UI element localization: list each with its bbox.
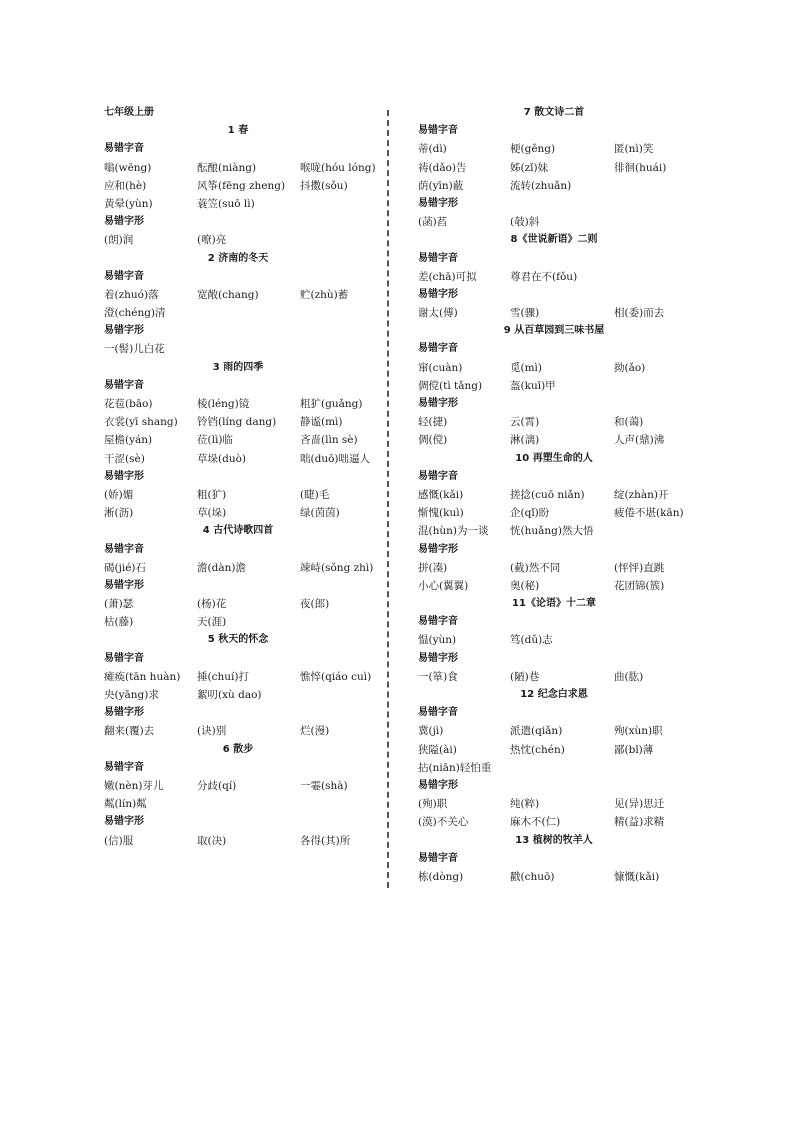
vocab-row [104, 413, 372, 431]
section-heading-text: 易错字形 [418, 398, 458, 409]
vocab-row [104, 722, 372, 740]
section-heading-text: 易错字形 [104, 816, 144, 828]
vocab-entry: 见(异)思迁 [614, 798, 665, 811]
section-heading [418, 250, 690, 268]
vocab-entry: 静谧(mì) [300, 416, 343, 429]
section-heading-text: 易错字形 [418, 652, 458, 664]
vocab-entry: 黄晕(yùn) [104, 197, 153, 210]
lesson-title-text: 6 散步 [222, 743, 254, 755]
vocab-entry: 惭愧(kuì) [418, 507, 464, 520]
lesson-title [418, 450, 690, 468]
vocab-entry: 抖擞(sǒu) [300, 179, 348, 192]
column-divider [387, 110, 389, 888]
vocab-row [104, 832, 372, 850]
vocab-entry: (截)然不同 [510, 561, 561, 574]
lesson-title [104, 250, 372, 268]
section-heading-text: 易错字音 [104, 761, 144, 773]
vocab-entry: 各得(其)所 [300, 834, 351, 847]
vocab-row [418, 813, 690, 831]
vocab-entry: 粼(lín)粼 [104, 798, 147, 811]
vocab-entry: 喉咙(hóu lóng) [300, 161, 376, 174]
lesson-title [418, 322, 690, 340]
vocab-entry: 狭隘(ài) [418, 743, 457, 756]
section-heading [104, 268, 372, 286]
vocab-entry: 嗡(wēng) [104, 161, 152, 174]
vocab-entry: 尊君在不(fǒu) [510, 270, 578, 283]
vocab-entry: 绽(zhàn)开 [614, 488, 669, 501]
vocab-row [104, 340, 372, 358]
vocab-row [104, 595, 372, 613]
vocab-entry: 着(zhuó)落 [104, 288, 159, 301]
section-heading-text: 易错字形 [418, 543, 458, 555]
vocab-entry: 干涩(sè) [104, 452, 145, 465]
vocab-row [104, 777, 372, 795]
vocab-row [104, 177, 372, 195]
vocab-row [418, 304, 690, 322]
vocab-entry: 翻来(覆)去 [104, 725, 155, 738]
vocab-row [104, 286, 372, 304]
lesson-title-text: 4 古代诗歌四首 [202, 525, 274, 537]
vocab-entry: 分歧(qí) [197, 779, 237, 792]
section-heading [418, 850, 690, 868]
vocab-entry: 絮叨(xù dao) [197, 689, 262, 701]
section-heading-text: 易错字形 [418, 197, 458, 209]
vocab-entry: 觅(mì) [510, 361, 543, 374]
vocab-entry: 花团锦(簇) [614, 579, 665, 592]
vocab-entry: 酝酿(niàng) [197, 161, 257, 174]
vocab-entry: (萧)瑟 [104, 598, 134, 611]
vocab-entry: 栋(dòng) [418, 870, 464, 883]
lesson-title-text: 11《论语》十二章 [512, 598, 596, 610]
vocab-row [418, 140, 690, 158]
vocab-entry: 企(qǐ)盼 [510, 507, 550, 520]
vocab-row [104, 195, 372, 213]
vocab-entry: 枯(藤) [104, 616, 134, 629]
vocab-entry: (娇)媚 [104, 488, 134, 501]
vocab-entry: 戳(chuō) [510, 870, 555, 883]
vocab-row [104, 686, 372, 704]
lesson-title [104, 122, 372, 140]
section-heading-text: 易错字形 [104, 325, 144, 337]
vocab-entry: 棱(léng)镜 [197, 398, 250, 410]
section-heading [418, 340, 690, 358]
vocab-row [104, 504, 372, 522]
vocab-entry: 奥(秘) [510, 579, 540, 592]
section-heading-text: 易错字形 [104, 470, 144, 482]
section-heading [418, 777, 690, 795]
vocab-row [418, 795, 690, 813]
vocab-row [418, 413, 690, 431]
right-column [418, 104, 690, 886]
lesson-title-text: 10 再塑生命的人 [515, 452, 593, 464]
vocab-entry: 流转(zhuǎn) [510, 179, 572, 192]
vocab-entry: 徘徊(huái) [614, 161, 667, 174]
vocab-row [418, 759, 690, 777]
section-heading [104, 577, 372, 595]
section-heading [104, 704, 372, 722]
vocab-entry: (朗)润 [104, 234, 134, 247]
section-heading [104, 468, 372, 486]
vocab-entry: 应和(hè) [104, 179, 147, 192]
section-heading-text: 易错字形 [104, 707, 144, 719]
vocab-entry: 冀(jì) [418, 725, 444, 738]
book-title-text: 七年级上册 [104, 107, 154, 118]
vocab-row [104, 304, 372, 322]
vocab-entry: 淅(沥) [104, 507, 134, 520]
section-heading [418, 395, 690, 413]
lesson-title-text: 8《世说新语》二则 [510, 234, 598, 246]
vocab-row [418, 868, 690, 886]
vocab-entry: 莅(lì)临 [197, 434, 233, 447]
section-heading-text: 易错字形 [418, 288, 458, 300]
section-heading [104, 322, 372, 340]
vocab-entry: 瘫痪(tān huàn) [104, 670, 181, 683]
section-heading-text: 易错字音 [418, 343, 458, 355]
section-heading-text: 易错字音 [104, 543, 144, 555]
lesson-title-text: 13 植树的牧羊人 [515, 834, 593, 846]
vocab-row [418, 177, 690, 195]
vocab-entry: 粗犷(guǎng) [300, 398, 363, 410]
vocab-entry: 碣(jié)石 [104, 561, 147, 574]
vocab-entry: 疲倦不堪(kān) [614, 507, 684, 520]
vocab-row [104, 613, 372, 631]
vocab-row [418, 486, 690, 504]
lesson-title [104, 631, 372, 649]
section-heading [104, 759, 372, 777]
vocab-entry: 盔(kuī)甲 [510, 379, 556, 392]
lesson-title-text: 5 秋天的怀念 [207, 634, 269, 646]
vocab-entry: 蓑笠(suō lì) [197, 197, 255, 210]
vocab-row [104, 486, 372, 504]
section-heading [418, 650, 690, 668]
vocab-entry: 笃(dǔ)志 [510, 634, 553, 647]
section-heading [418, 286, 690, 304]
vocab-entry: 咄(duō)咄逼人 [300, 452, 370, 465]
lesson-title [418, 595, 690, 613]
lesson-title-text: 2 济南的冬天 [207, 252, 269, 264]
vocab-entry: 相(委)而去 [614, 307, 665, 320]
section-heading-text: 易错字音 [418, 852, 458, 864]
vocab-entry: 风筝(fēng zheng) [197, 179, 286, 192]
section-heading [104, 140, 372, 158]
vocab-entry: 姊(zǐ)妹 [510, 161, 549, 174]
section-heading-text: 易错字形 [418, 779, 458, 791]
vocab-entry: 曲(肱) [614, 670, 644, 683]
vocab-entry: 荫(yīn)蔽 [418, 179, 464, 192]
vocab-entry: (信)服 [104, 834, 134, 847]
lesson-title [104, 741, 372, 759]
lesson-title [104, 522, 372, 540]
vocab-entry: 轻(捷) [418, 416, 448, 429]
vocab-entry: 铃铛(líng dang) [197, 416, 277, 429]
vocab-entry: 恍(huǎng)然大悟 [510, 525, 594, 538]
vocab-entry: 吝啬(lìn sè) [300, 434, 358, 447]
section-heading [104, 377, 372, 395]
vocab-entry: 小心(翼翼) [418, 579, 469, 592]
vocab-entry: (怦怦)直跳 [614, 561, 665, 574]
section-heading-text: 易错字形 [104, 216, 144, 228]
vocab-row [418, 377, 690, 395]
book-title [104, 104, 372, 122]
vocab-entry: 殉(xùn)职 [614, 725, 663, 738]
vocab-row [104, 559, 372, 577]
lesson-title-text: 12 纪念白求恩 [520, 689, 588, 700]
left-column [104, 104, 376, 850]
vocab-entry: 愠(yùn) [418, 634, 457, 647]
vocab-entry: 宽敞(chang) [197, 288, 259, 301]
vocab-row [104, 450, 372, 468]
section-heading-text: 易错字形 [104, 579, 144, 591]
vocab-entry: (睫)毛 [300, 488, 330, 501]
section-heading [418, 613, 690, 631]
section-heading [418, 195, 690, 213]
section-heading-text: 易错字音 [104, 143, 144, 155]
vocab-entry: 花苞(bāo) [104, 398, 153, 410]
vocab-row [104, 795, 372, 813]
vocab-entry: 烂(漫) [300, 725, 330, 738]
section-heading [418, 541, 690, 559]
vocab-entry: 雪(骤) [510, 307, 540, 320]
section-heading-text: 易错字音 [104, 379, 144, 391]
vocab-entry: 拗(ǎo) [614, 361, 646, 374]
vocab-row [418, 559, 690, 577]
vocab-row [104, 231, 372, 249]
vocab-entry: 澹(dàn)澹 [197, 561, 246, 574]
vocab-entry: 澄(chéng)清 [104, 307, 166, 320]
vocab-entry: 一(箪)食 [418, 670, 458, 683]
vocab-entry: 搓捻(cuō niǎn) [510, 488, 585, 501]
lesson-title [104, 359, 372, 377]
section-heading-text: 易错字音 [418, 470, 458, 482]
vocab-row [104, 431, 372, 449]
vocab-row [418, 213, 690, 231]
vocab-entry: 夜(郎) [300, 598, 330, 611]
lesson-title-text: 3 雨的四季 [212, 361, 264, 373]
section-heading [418, 122, 690, 140]
vocab-entry: 精(益)求精 [614, 816, 665, 829]
lesson-title [418, 104, 690, 122]
lesson-title [418, 686, 690, 704]
vocab-entry: 粗(犷) [197, 488, 227, 501]
vocab-entry: (杨)花 [197, 598, 227, 611]
vocab-entry: 拈(niān)轻怕重 [418, 761, 492, 774]
vocab-row [418, 268, 690, 286]
vocab-row [104, 159, 376, 177]
vocab-entry: (菡)萏 [418, 216, 448, 229]
vocab-entry: 草(垛) [197, 507, 227, 520]
vocab-entry: 草垛(duò) [197, 452, 246, 465]
vocab-entry: 倜傥(tì tǎng) [418, 379, 483, 392]
vocab-entry: 憔悴(qiáo cuì) [300, 670, 372, 683]
vocab-entry: 梗(gěng) [510, 143, 556, 156]
vocab-row [104, 395, 372, 413]
vocab-row [418, 668, 690, 686]
vocab-entry: (陋)巷 [510, 670, 540, 683]
vocab-entry: 派遣(qiǎn) [510, 725, 563, 738]
vocab-entry: 窜(cuàn) [418, 361, 463, 374]
vocab-entry: 天(涯) [197, 616, 227, 629]
vocab-row [418, 359, 690, 377]
vocab-entry: (攲)斜 [510, 216, 540, 229]
vocab-entry: 嫩(nèn)芽儿 [104, 779, 164, 792]
vocab-entry: 屋檐(yán) [104, 434, 153, 447]
vocab-row [418, 741, 690, 759]
vocab-entry: 一霎(shà) [300, 779, 348, 792]
vocab-row [418, 577, 690, 595]
vocab-entry: 差(chā)可拟 [418, 270, 477, 283]
vocab-entry: 慷慨(kǎi) [614, 870, 660, 883]
vocab-entry: 匿(nì)笑 [614, 143, 654, 156]
section-heading-text: 易错字音 [104, 652, 144, 664]
vocab-entry: (诀)别 [197, 725, 227, 738]
lesson-title [418, 832, 690, 850]
section-heading [104, 650, 372, 668]
lesson-title-text: 7 散文诗二首 [523, 107, 585, 118]
vocab-entry: 混(hùn)为一谈 [418, 525, 489, 538]
vocab-entry: 祷(dǎo)告 [418, 161, 467, 174]
vocab-entry: 麻木不(仁) [510, 816, 561, 829]
lesson-title [418, 231, 690, 249]
vocab-entry: 谢太(傅) [418, 307, 458, 320]
lesson-title-text: 1 春 [227, 125, 249, 137]
vocab-entry: 央(yāng)求 [104, 689, 159, 701]
vocab-entry: (漠)不关心 [418, 816, 469, 829]
section-heading [418, 468, 690, 486]
vocab-entry: 拼(凑) [418, 561, 448, 574]
section-heading [104, 541, 372, 559]
section-heading-text: 易错字音 [104, 270, 144, 282]
vocab-entry: (殉)职 [418, 798, 448, 811]
section-heading-text: 易错字音 [418, 125, 458, 137]
vocab-entry: 蒂(dì) [418, 143, 447, 156]
vocab-entry: 热忱(chén) [510, 743, 565, 756]
vocab-row [418, 631, 690, 649]
vocab-entry: 捶(chuí)打 [197, 670, 249, 683]
vocab-entry: 淋(漓) [510, 434, 540, 447]
vocab-entry: 一(髻)儿白花 [104, 343, 165, 356]
section-heading-text: 易错字音 [418, 616, 458, 628]
vocab-row [418, 159, 690, 177]
section-heading-text: 易错字音 [418, 252, 458, 264]
vocab-entry: 感慨(kǎi) [418, 488, 464, 501]
vocab-entry: 衣裳(yī shang) [104, 416, 178, 429]
vocab-row [418, 522, 690, 540]
vocab-entry: 和(蔼) [614, 416, 644, 429]
vocab-row [418, 722, 690, 740]
vocab-row [418, 431, 690, 449]
vocab-entry: 人声(鼎)沸 [614, 434, 665, 447]
section-heading [418, 704, 690, 722]
lesson-title-text: 9 从百草园到三味书屋 [503, 325, 605, 337]
section-heading [104, 813, 372, 831]
vocab-entry: 竦峙(sǒng zhì) [300, 561, 374, 574]
section-heading [104, 213, 372, 231]
vocab-row [104, 668, 372, 686]
vocab-entry: 鄙(bǐ)薄 [614, 743, 654, 756]
section-heading-text: 易错字音 [418, 707, 458, 719]
vocab-entry: 取(决) [197, 834, 227, 847]
vocab-entry: 倜(傥) [418, 434, 448, 447]
vocab-entry: (嘹)亮 [197, 234, 227, 247]
vocab-row [418, 504, 690, 522]
vocab-entry: 绿(茵茵) [300, 507, 340, 520]
vocab-entry: 贮(zhù)蓄 [300, 288, 349, 301]
vocab-entry: 纯(粹) [510, 798, 540, 811]
vocab-entry: 云(霄) [510, 416, 540, 429]
